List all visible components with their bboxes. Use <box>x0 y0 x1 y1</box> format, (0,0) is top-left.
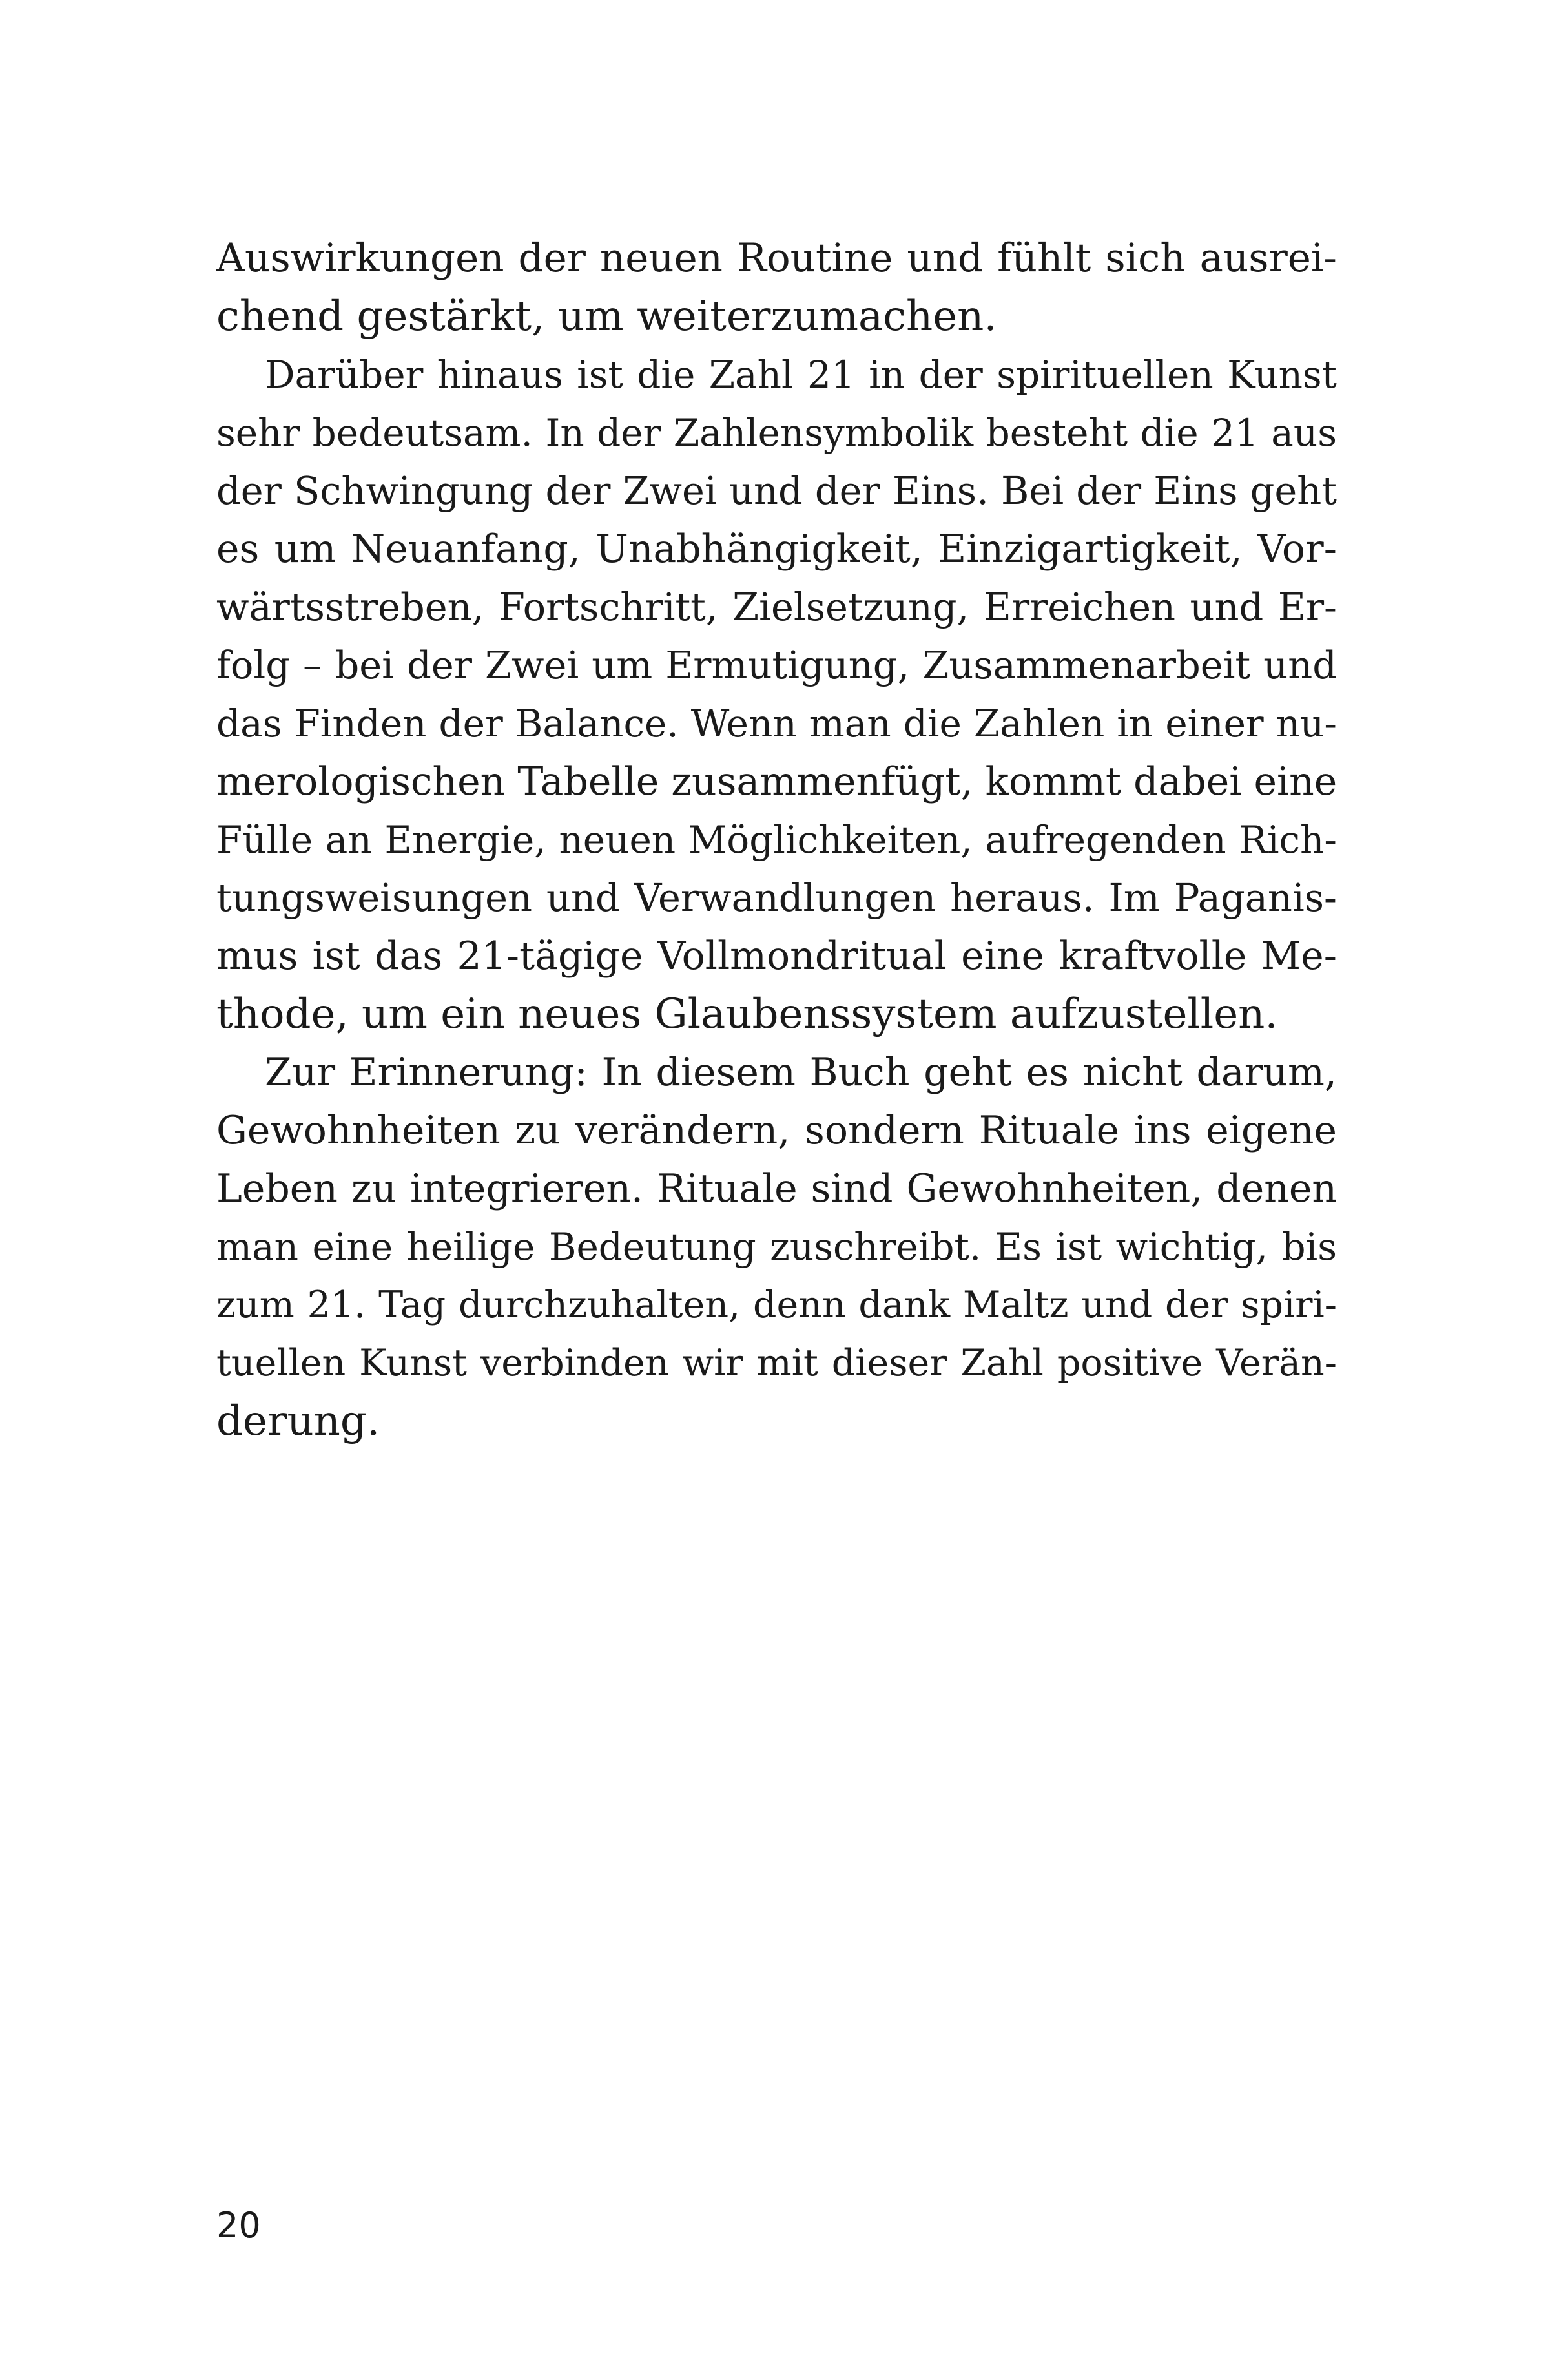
text-line: zum 21. Tag durchzuhalten, denn dank Maltz und der spiri- <box>216 1284 1337 1326</box>
text-line: Gewohnheiten zu verändern, sondern Rituale ins eigene <box>216 1108 1337 1153</box>
text-line: Fülle an Energie, neuen Möglichkeiten, aufregenden Rich- <box>216 818 1337 862</box>
text-line: tungsweisungen und Verwandlungen heraus. Im Paganis- <box>216 875 1337 920</box>
text-line: chend gestärkt, um weiterzumachen. <box>216 293 997 340</box>
paragraph-start-line: Zur Erinnerung: In diesem Buch geht es nicht darum, <box>265 1050 1337 1095</box>
text-line: mus ist das 21-tägige Vollmondritual eine kraftvolle Me- <box>216 934 1337 979</box>
page-number: 20 <box>216 2205 261 2246</box>
text-line: das Finden der Balance. Wenn man die Zahlen in einer nu- <box>216 702 1337 746</box>
text-line: es um Neuanfang, Unabhängigkeit, Einzigartigkeit, Vor- <box>216 527 1337 572</box>
text-line: Leben zu integrieren. Rituale sind Gewohnheiten, denen <box>216 1166 1337 1211</box>
body-text <box>216 229 1337 1450</box>
text-line: Auswirkungen der neuen Routine und fühlt sich ausrei- <box>216 235 1337 281</box>
text-line: sehr bedeutsam. In der Zahlensymbolik besteht die 21 aus <box>216 411 1337 455</box>
text-line: wärtsstreben, Fortschritt, Zielsetzung, Erreichen und Er- <box>216 585 1337 629</box>
text-line: thode, um ein neues Glaubenssystem aufzustellen. <box>216 990 1278 1038</box>
text-line: merologischen Tabelle zusammenfügt, kommt dabei eine <box>216 759 1338 804</box>
text-line: tuellen Kunst verbinden wir mit dieser Zahl positive Verän- <box>216 1342 1337 1384</box>
text-line: folg – bei der Zwei um Ermutigung, Zusammenarbeit und <box>216 643 1337 687</box>
text-line: der Schwingung der Zwei und der Eins. Bei der Eins geht <box>216 468 1337 513</box>
paragraph-start-line: Darüber hinaus ist die Zahl 21 in der spirituellen Kunst <box>265 353 1337 397</box>
text-line: derung. <box>216 1397 380 1445</box>
text-line: man eine heilige Bedeutung zuschreibt. Es ist wichtig, bis <box>216 1225 1337 1269</box>
